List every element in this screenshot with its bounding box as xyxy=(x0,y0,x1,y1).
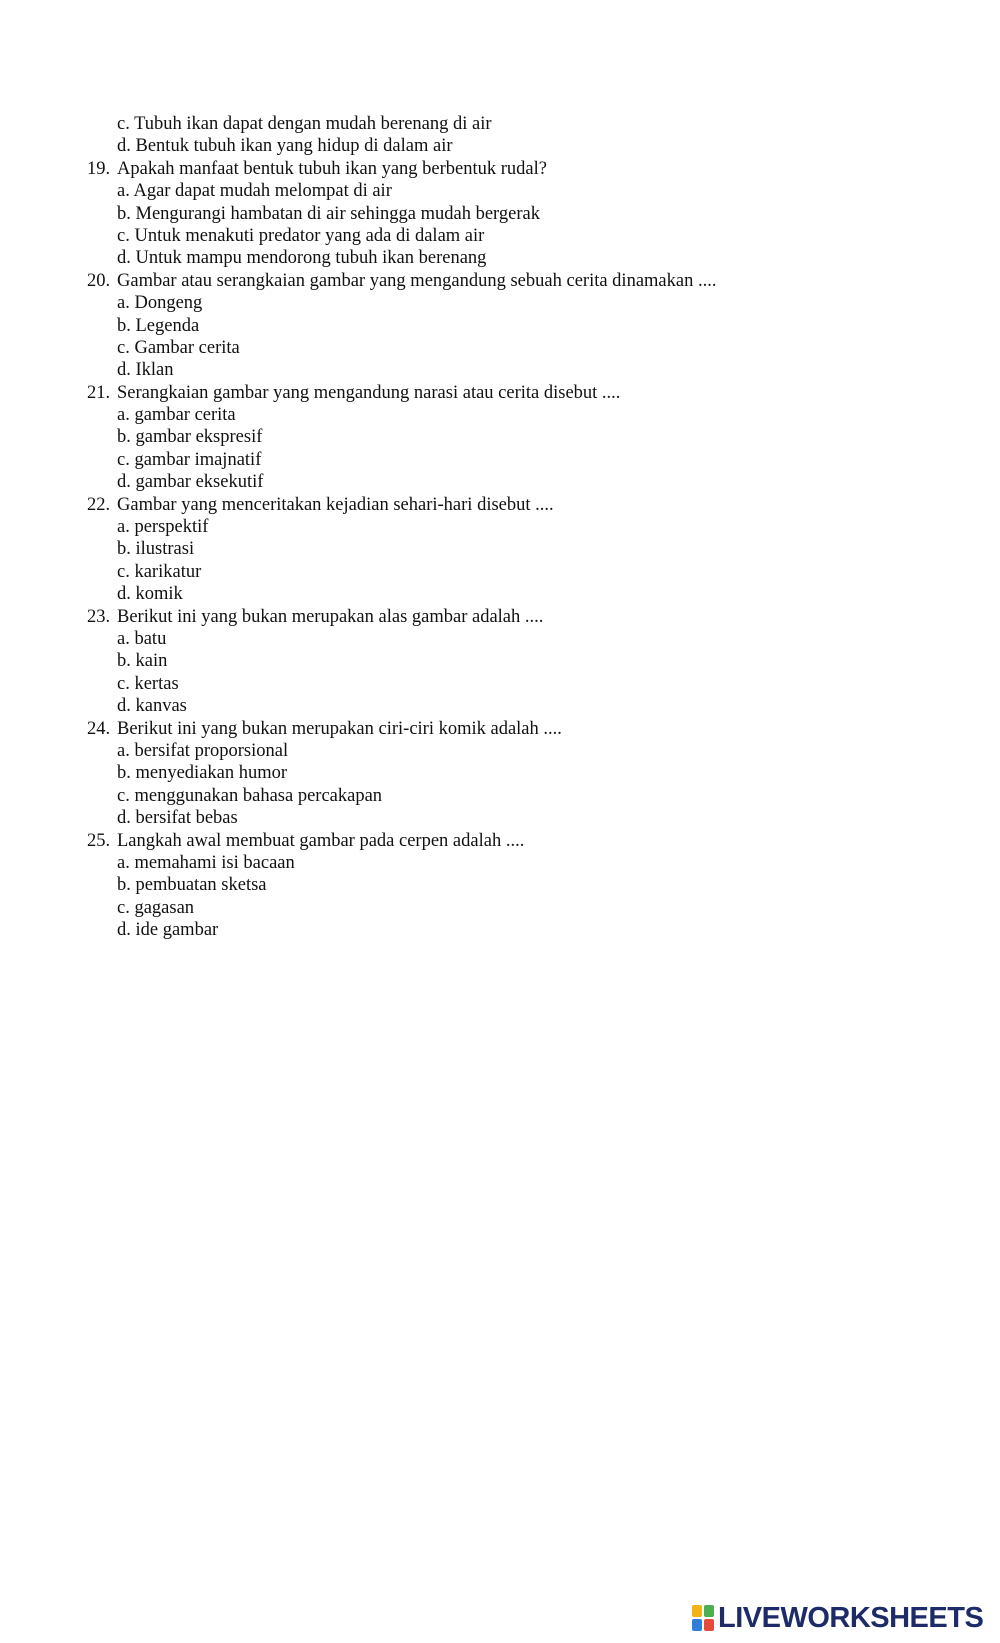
option-text: Bentuk tubuh ikan yang hidup di dalam air xyxy=(135,136,453,157)
option-letter: a. xyxy=(117,628,130,649)
worksheet-page xyxy=(0,113,1000,941)
logo-square-3 xyxy=(692,1619,702,1631)
option-letter: d. xyxy=(117,136,131,157)
option-text: komik xyxy=(135,584,183,605)
option-text: kain xyxy=(135,651,168,672)
option-text: ide gambar xyxy=(135,920,219,941)
option-text: Tubuh ikan dapat dengan mudah berenang di air xyxy=(134,114,492,134)
option-text: bersifat proporsional xyxy=(134,740,289,761)
option-text: bersifat bebas xyxy=(135,808,238,829)
question-number: 21. xyxy=(87,382,111,403)
question-number: 25. xyxy=(87,830,111,851)
option-letter: d. xyxy=(117,472,131,493)
option-text: batu xyxy=(134,628,167,649)
answer-option xyxy=(0,874,1000,896)
option-letter: c. xyxy=(117,785,130,806)
answer-option xyxy=(0,583,1000,605)
question-number: 19. xyxy=(87,158,111,179)
liveworksheets-logo[interactable] xyxy=(692,1600,983,1636)
option-text: karikatur xyxy=(134,561,202,582)
answer-option xyxy=(0,315,1000,337)
option-text: pembuatan sketsa xyxy=(135,875,267,896)
answer-option xyxy=(0,673,1000,695)
answer-option xyxy=(0,113,1000,135)
answer-option xyxy=(0,359,1000,381)
option-text: Gambar cerita xyxy=(134,337,240,358)
question-number: 20. xyxy=(87,270,111,291)
liveworksheets-logo-icon xyxy=(692,1605,714,1631)
option-letter: d. xyxy=(117,360,131,381)
option-letter: d. xyxy=(117,808,131,829)
option-letter: b. xyxy=(117,315,131,336)
question-text: Serangkaian gambar yang mengandung narasi atau cerita disebut .... xyxy=(117,382,621,403)
question-text: Berikut ini yang bukan merupakan ciri-ciri komik adalah .... xyxy=(117,718,562,739)
answer-option xyxy=(0,516,1000,538)
option-letter: a. xyxy=(117,405,130,426)
option-text: menyediakan humor xyxy=(135,763,288,784)
answer-option xyxy=(0,897,1000,919)
question-23 xyxy=(0,606,1000,628)
question-22 xyxy=(0,494,1000,516)
question-19 xyxy=(0,158,1000,180)
option-letter: a. xyxy=(117,181,130,202)
question-25 xyxy=(0,830,1000,852)
option-letter: c. xyxy=(117,225,130,246)
question-text: Apakah manfaat bentuk tubuh ikan yang berbentuk rudal? xyxy=(117,158,547,179)
option-letter: a. xyxy=(117,852,130,873)
answer-option xyxy=(0,628,1000,650)
answer-option xyxy=(0,449,1000,471)
option-letter: c. xyxy=(117,449,130,470)
option-text: gagasan xyxy=(134,897,195,918)
question-20 xyxy=(0,270,1000,292)
option-letter: c. xyxy=(117,337,130,358)
option-letter: a. xyxy=(117,740,130,761)
option-letter: b. xyxy=(117,875,131,896)
option-letter: d. xyxy=(117,584,131,605)
question-21 xyxy=(0,382,1000,404)
option-letter: c. xyxy=(117,114,130,134)
logo-square-4 xyxy=(704,1619,714,1631)
option-letter: b. xyxy=(117,763,131,784)
option-letter: d. xyxy=(117,696,131,717)
option-text: Untuk mampu mendorong tubuh ikan berenang xyxy=(135,248,487,269)
logo-square-1 xyxy=(692,1605,702,1617)
logo-square-2 xyxy=(704,1605,714,1617)
option-letter: a. xyxy=(117,293,130,314)
answer-option xyxy=(0,225,1000,247)
option-text: gambar imajnatif xyxy=(134,449,262,470)
question-number: 23. xyxy=(87,606,111,627)
answer-option xyxy=(0,203,1000,225)
answer-option xyxy=(0,919,1000,941)
answer-option xyxy=(0,337,1000,359)
answer-option xyxy=(0,740,1000,762)
logo-wordmark: LIVEWORKSHEETS xyxy=(718,1601,984,1634)
option-letter: b. xyxy=(117,203,131,224)
option-text: menggunakan bahasa percakapan xyxy=(134,785,383,806)
question-text: Gambar yang menceritakan kejadian sehari-hari disebut .... xyxy=(117,494,554,515)
answer-option xyxy=(0,292,1000,314)
option-letter: c. xyxy=(117,673,130,694)
option-text: Iklan xyxy=(135,360,174,381)
option-text: kanvas xyxy=(135,696,187,717)
option-text: gambar ekspresif xyxy=(135,427,263,448)
option-text: gambar cerita xyxy=(134,405,236,426)
answer-option xyxy=(0,247,1000,269)
question-text: Gambar atau serangkaian gambar yang mengandung sebuah cerita dinamakan .... xyxy=(117,270,717,291)
answer-option xyxy=(0,561,1000,583)
option-text: gambar eksekutif xyxy=(135,472,264,493)
question-number: 24. xyxy=(87,718,111,739)
option-letter: c. xyxy=(117,897,130,918)
option-letter: c. xyxy=(117,561,130,582)
option-letter: d. xyxy=(117,248,131,269)
option-text: Agar dapat mudah melompat di air xyxy=(133,181,392,202)
option-text: Legenda xyxy=(135,315,200,336)
answer-option xyxy=(0,404,1000,426)
option-text: memahami isi bacaan xyxy=(134,852,295,873)
option-letter: b. xyxy=(117,651,131,672)
answer-option xyxy=(0,852,1000,874)
question-24 xyxy=(0,718,1000,740)
answer-option xyxy=(0,762,1000,784)
answer-option xyxy=(0,180,1000,202)
option-text: Dongeng xyxy=(134,293,203,314)
question-number: 22. xyxy=(87,494,111,515)
option-text: Untuk menakuti predator yang ada di dalam air xyxy=(134,225,485,246)
answer-option xyxy=(0,426,1000,448)
question-text: Langkah awal membuat gambar pada cerpen adalah .... xyxy=(117,830,525,851)
answer-option xyxy=(0,785,1000,807)
option-letter: a. xyxy=(117,517,130,538)
option-text: perspektif xyxy=(134,517,209,538)
option-text: ilustrasi xyxy=(135,539,195,560)
answer-option xyxy=(0,695,1000,717)
answer-option xyxy=(0,135,1000,157)
question-text: Berikut ini yang bukan merupakan alas gambar adalah .... xyxy=(117,606,544,627)
option-letter: d. xyxy=(117,920,131,941)
answer-option xyxy=(0,650,1000,672)
option-letter: b. xyxy=(117,427,131,448)
option-letter: b. xyxy=(117,539,131,560)
option-text: Mengurangi hambatan di air sehingga mudah bergerak xyxy=(135,203,540,224)
option-text: kertas xyxy=(134,673,179,694)
answer-option xyxy=(0,807,1000,829)
answer-option xyxy=(0,538,1000,560)
answer-option xyxy=(0,471,1000,493)
